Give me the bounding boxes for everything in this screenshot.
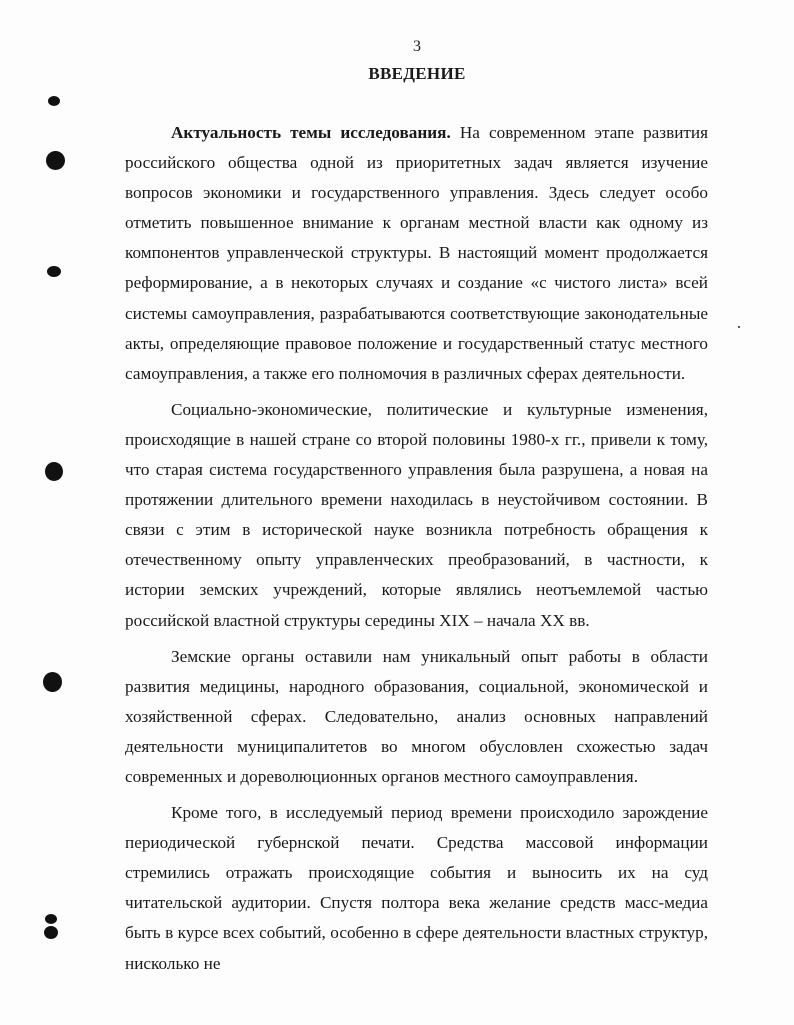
page-number: 3 (413, 38, 421, 55)
paragraph-lead: Актуальность темы исследования. (171, 123, 451, 142)
paragraph-text: Кроме того, в исследуемый период времени происходило зарождение периодической губернской печати. Средства массовой информации стремились отражать происходящие события и выносить их на суд читательской аудитории. Спустя полтора века желание средств масс-медиа быть в курсе всех событий, особенно в сфере деятельности властных структур, нисколько не (125, 803, 708, 973)
paragraph-text: Социально-экономические, политические и культурные изменения, происходящие в нашей стране со второй половины 1980-х гг., привели к тому, что старая система государственного управления была разрушена, а новая на протяжении длительного времени находилась в неустойчивом состоянии. В связи с этим в исторической науке возникла потребность обращения к отечественному опыту управленческих преобразований, в частности, к истории земских учреждений, которые являлись неотъемлемой частью российской властной структуры середины XIX – начала XX вв. (125, 399, 708, 630)
paragraph (125, 395, 708, 636)
paragraph (125, 798, 708, 979)
body-text (125, 118, 708, 979)
paragraph-text: Земские органы оставили нам уникальный опыт работы в области развития медицины, народного образования, социальной, экономической и хозяйственной сферах. Следовательно, анализ основных направлений деятельности муниципалитетов во многом обусловлен схожестью задач современных и дореволюционных органов местного самоуправления. (125, 646, 708, 786)
paragraph (125, 642, 708, 792)
punch-hole (45, 462, 63, 481)
scan-speck (738, 326, 740, 328)
punch-hole (46, 151, 65, 170)
paragraph-text: На современном этапе развития российского общества одной из приоритетных задач является изучение вопросов экономики и государственного управления. Здесь следует особо отметить повышенное внимание к органам местной власти как одному из компонентов управленческой структуры. В настоящий момент продолжается реформирование, а в некоторых случаях и создание «с чистого листа» всей системы самоуправления, разрабатываются соответствующие законодательные акты, определяющие правовое положение и государственный статус местного самоуправления, а также его полномочия в различных сферах деятельности. (125, 123, 709, 383)
section-heading: ВВЕДЕНИЕ (368, 64, 466, 83)
punch-hole (44, 926, 58, 939)
punch-hole (43, 672, 62, 692)
punch-hole (48, 96, 60, 106)
punch-hole (45, 914, 57, 924)
punch-hole (47, 266, 61, 277)
paragraph (125, 118, 708, 389)
